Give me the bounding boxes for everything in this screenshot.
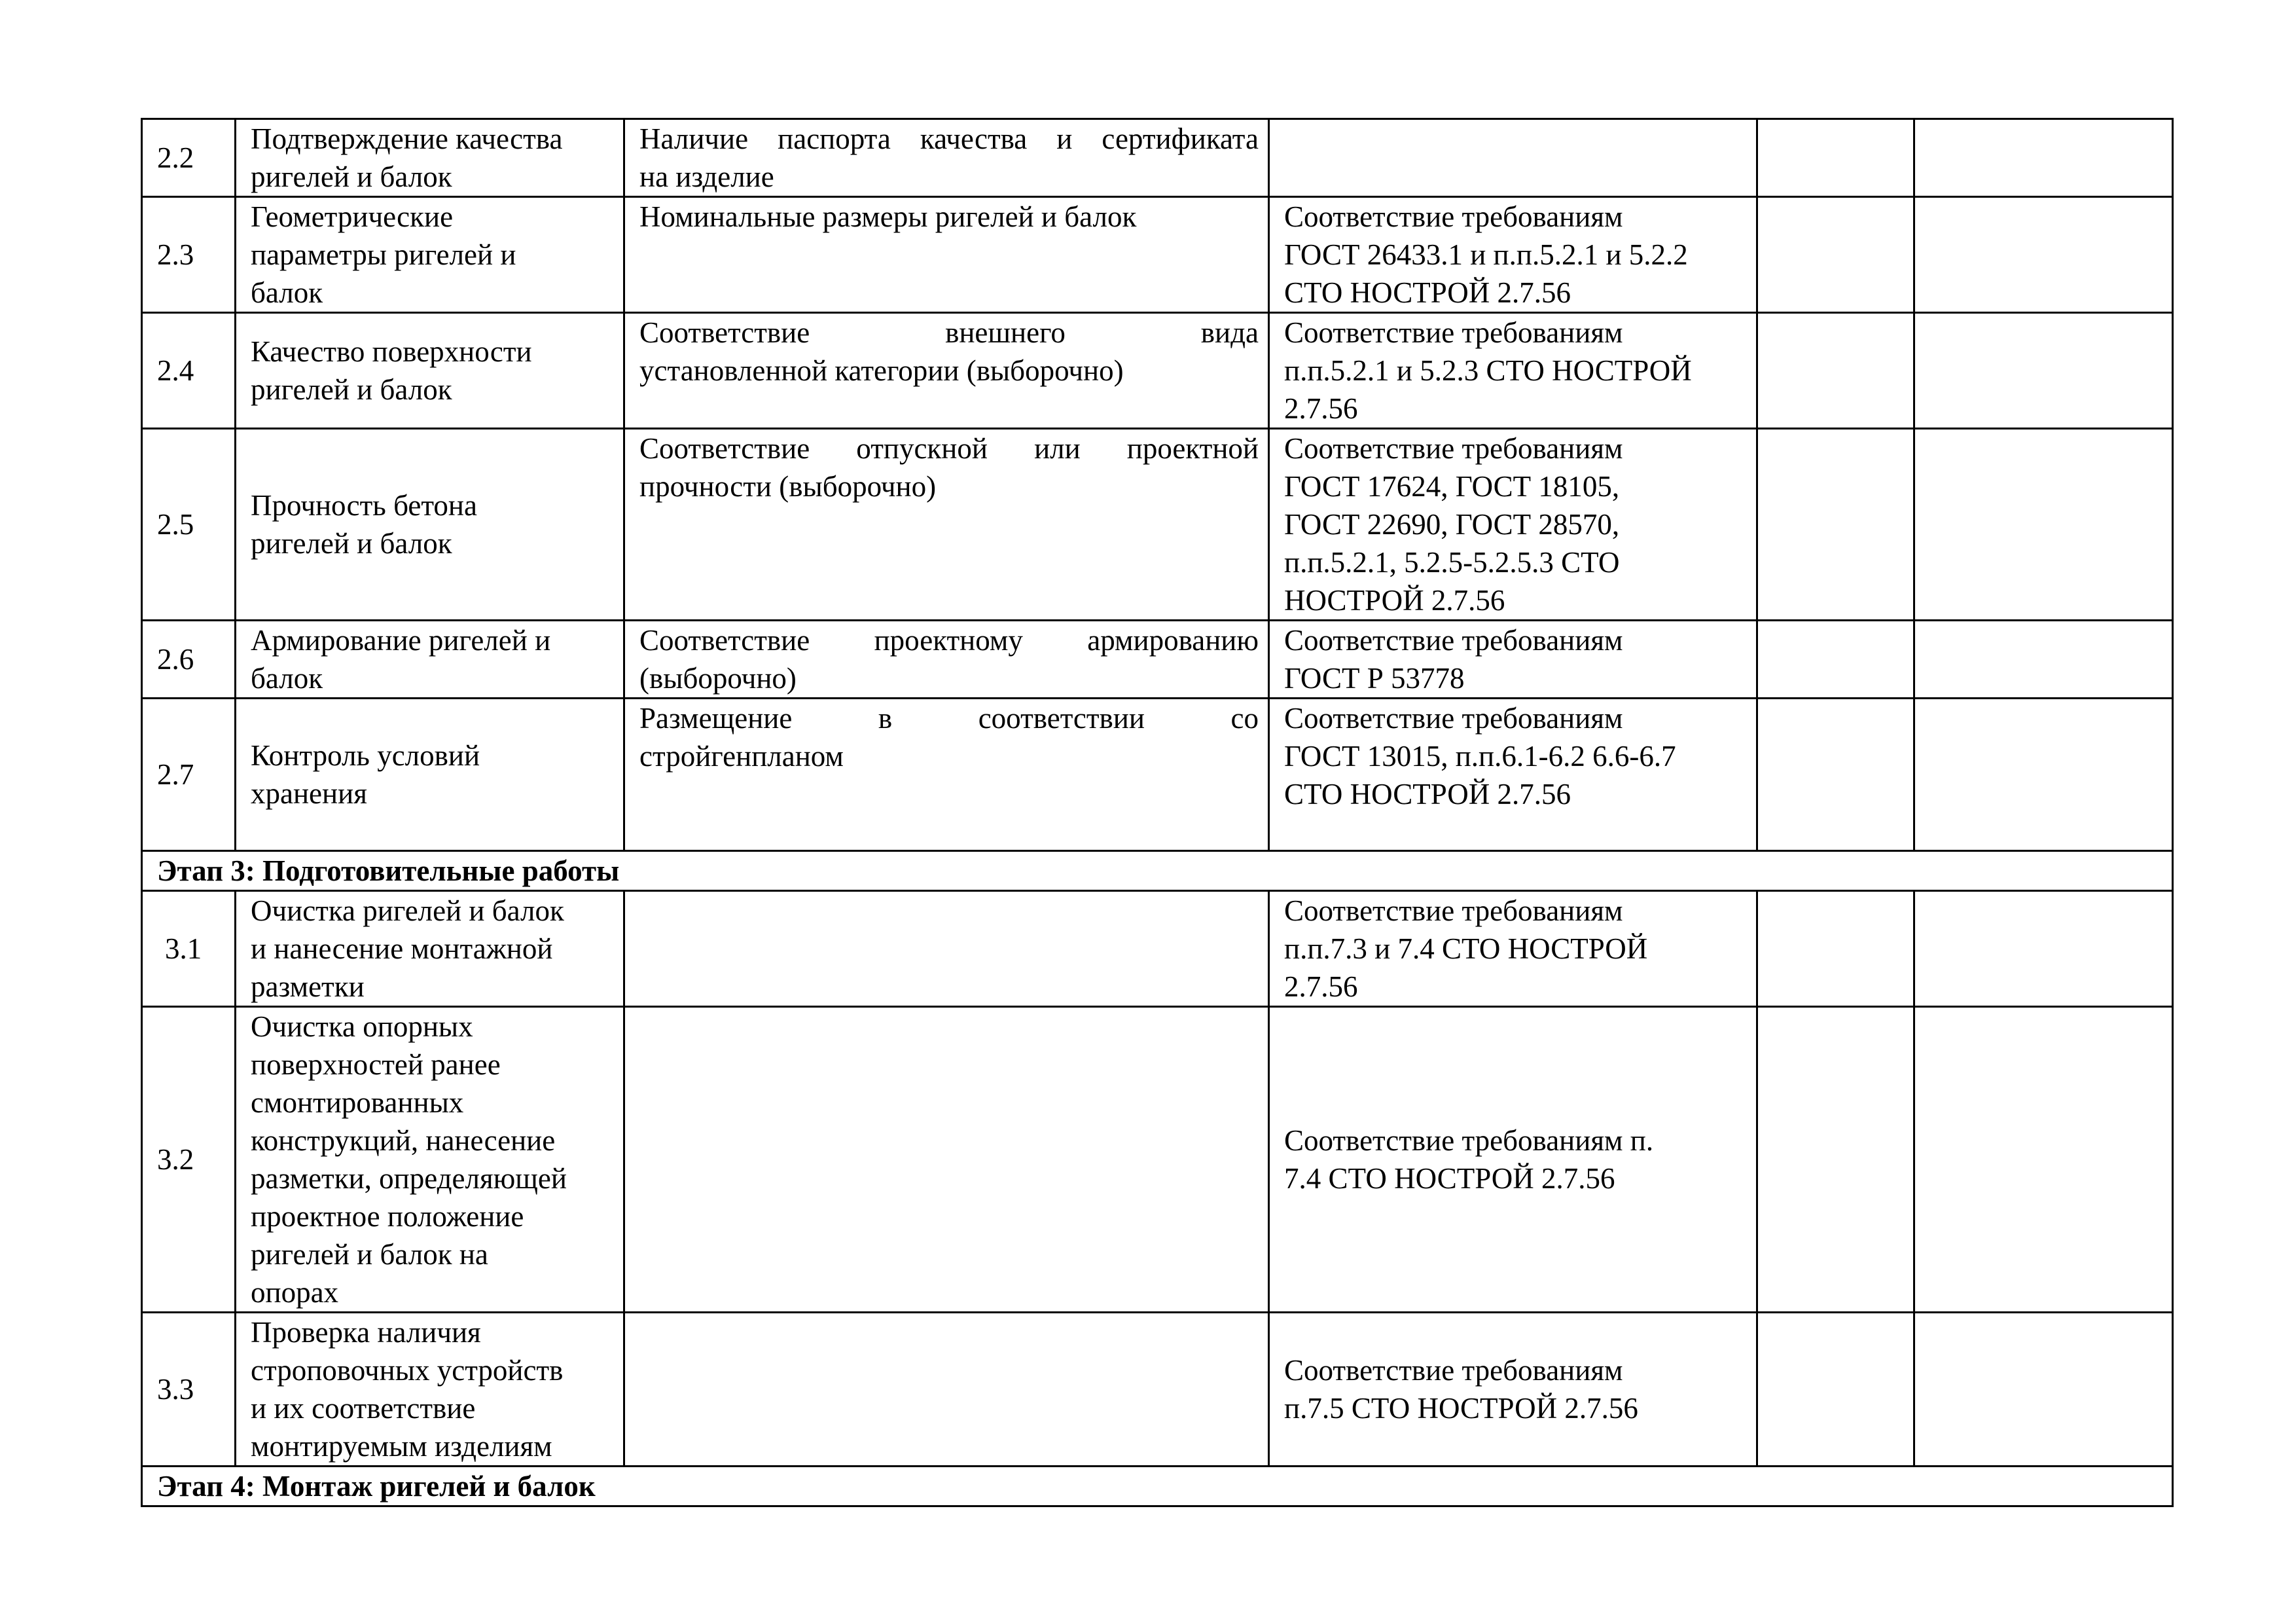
stage-3-title: Этап 3: Подготовительные работы [142, 851, 2173, 891]
control-cell: Соответствие отпускной или проектной прочности (выборочно) [624, 429, 1269, 621]
table-row [142, 1007, 2173, 1313]
requirement-cell: Соответствие требованиям п. 7.4 СТО НОСТРОЙ 2.7.56 [1269, 1007, 1757, 1313]
row-number: 2.3 [142, 197, 236, 313]
row-number: 2.5 [142, 429, 236, 621]
control-cell [624, 1313, 1269, 1467]
empty-cell [1757, 197, 1914, 313]
empty-cell [1914, 1007, 2173, 1313]
requirement-cell: Соответствие требованиям ГОСТ 26433.1 и п.п.5.2.1 и 5.2.2 СТО НОСТРОЙ 2.7.56 [1269, 197, 1757, 313]
row-number: 2.7 [142, 699, 236, 851]
parameter-cell: Проверка наличия строповочных устройств и их соответствие монтируемым изделиям [236, 1313, 624, 1467]
table-row [142, 429, 2173, 621]
table-row [142, 119, 2173, 197]
table-row [142, 891, 2173, 1007]
row-number: 3.2 [142, 1007, 236, 1313]
empty-cell [1757, 1313, 1914, 1467]
parameter-cell: Очистка опорных поверхностей ранее смонтированных конструкций, нанесение разметки, определяющей проектное положение ригелей и балок на опорах [236, 1007, 624, 1313]
requirement-cell: Соответствие требованиям ГОСТ 13015, п.п.6.1-6.2 6.6-6.7 СТО НОСТРОЙ 2.7.56 [1269, 699, 1757, 851]
requirement-cell: Соответствие требованиям ГОСТ 17624, ГОСТ 18105, ГОСТ 22690, ГОСТ 28570, п.п.5.2.1, 5.2.5-5.2.5.3 СТО НОСТРОЙ 2.7.56 [1269, 429, 1757, 621]
parameter-cell: Контроль условий хранения [236, 699, 624, 851]
empty-cell [1914, 313, 2173, 429]
empty-cell [1757, 313, 1914, 429]
parameter-cell: Качество поверхности ригелей и балок [236, 313, 624, 429]
empty-cell [1914, 699, 2173, 851]
parameter-cell: Очистка ригелей и балок и нанесение монтажной разметки [236, 891, 624, 1007]
table-row [142, 197, 2173, 313]
control-cell: Размещение в соответствии со стройгенпланом [624, 699, 1269, 851]
requirement-cell: Соответствие требованиям п.п.7.3 и 7.4 СТО НОСТРОЙ 2.7.56 [1269, 891, 1757, 1007]
requirement-cell [1269, 119, 1757, 197]
stage-header-row [142, 1467, 2173, 1506]
row-number: 2.2 [142, 119, 236, 197]
control-cell: Соответствие проектному армированию (выборочно) [624, 621, 1269, 699]
empty-cell [1914, 197, 2173, 313]
empty-cell [1914, 891, 2173, 1007]
empty-cell [1757, 1007, 1914, 1313]
control-cell: Номинальные размеры ригелей и балок [624, 197, 1269, 313]
control-cell [624, 1007, 1269, 1313]
parameter-cell: Армирование ригелей и балок [236, 621, 624, 699]
table-row [142, 621, 2173, 699]
table-row [142, 1313, 2173, 1467]
empty-cell [1914, 1313, 2173, 1467]
requirement-cell: Соответствие требованиям п.7.5 СТО НОСТРОЙ 2.7.56 [1269, 1313, 1757, 1467]
row-number: 3.3 [142, 1313, 236, 1467]
parameter-cell: Прочность бетона ригелей и балок [236, 429, 624, 621]
table-row [142, 699, 2173, 851]
control-cell: Наличие паспорта качества и сертификата на изделие [624, 119, 1269, 197]
table-body [142, 119, 2173, 1506]
control-cell [624, 891, 1269, 1007]
control-table [141, 118, 2174, 1507]
row-number: 3.1 [142, 891, 236, 1007]
empty-cell [1914, 429, 2173, 621]
control-cell: Соответствие внешнего вида установленной категории (выборочно) [624, 313, 1269, 429]
empty-cell [1757, 621, 1914, 699]
requirement-cell: Соответствие требованиям ГОСТ Р 53778 [1269, 621, 1757, 699]
empty-cell [1757, 891, 1914, 1007]
empty-cell [1914, 119, 2173, 197]
table-row [142, 313, 2173, 429]
stage-4-title: Этап 4: Монтаж ригелей и балок [142, 1467, 2173, 1506]
requirement-cell: Соответствие требованиям п.п.5.2.1 и 5.2.3 СТО НОСТРОЙ 2.7.56 [1269, 313, 1757, 429]
parameter-cell: Подтверждение качества ригелей и балок [236, 119, 624, 197]
empty-cell [1757, 699, 1914, 851]
parameter-cell: Геометрические параметры ригелей и балок [236, 197, 624, 313]
empty-cell [1757, 119, 1914, 197]
empty-cell [1914, 621, 2173, 699]
stage-header-row [142, 851, 2173, 891]
row-number: 2.4 [142, 313, 236, 429]
empty-cell [1757, 429, 1914, 621]
row-number: 2.6 [142, 621, 236, 699]
